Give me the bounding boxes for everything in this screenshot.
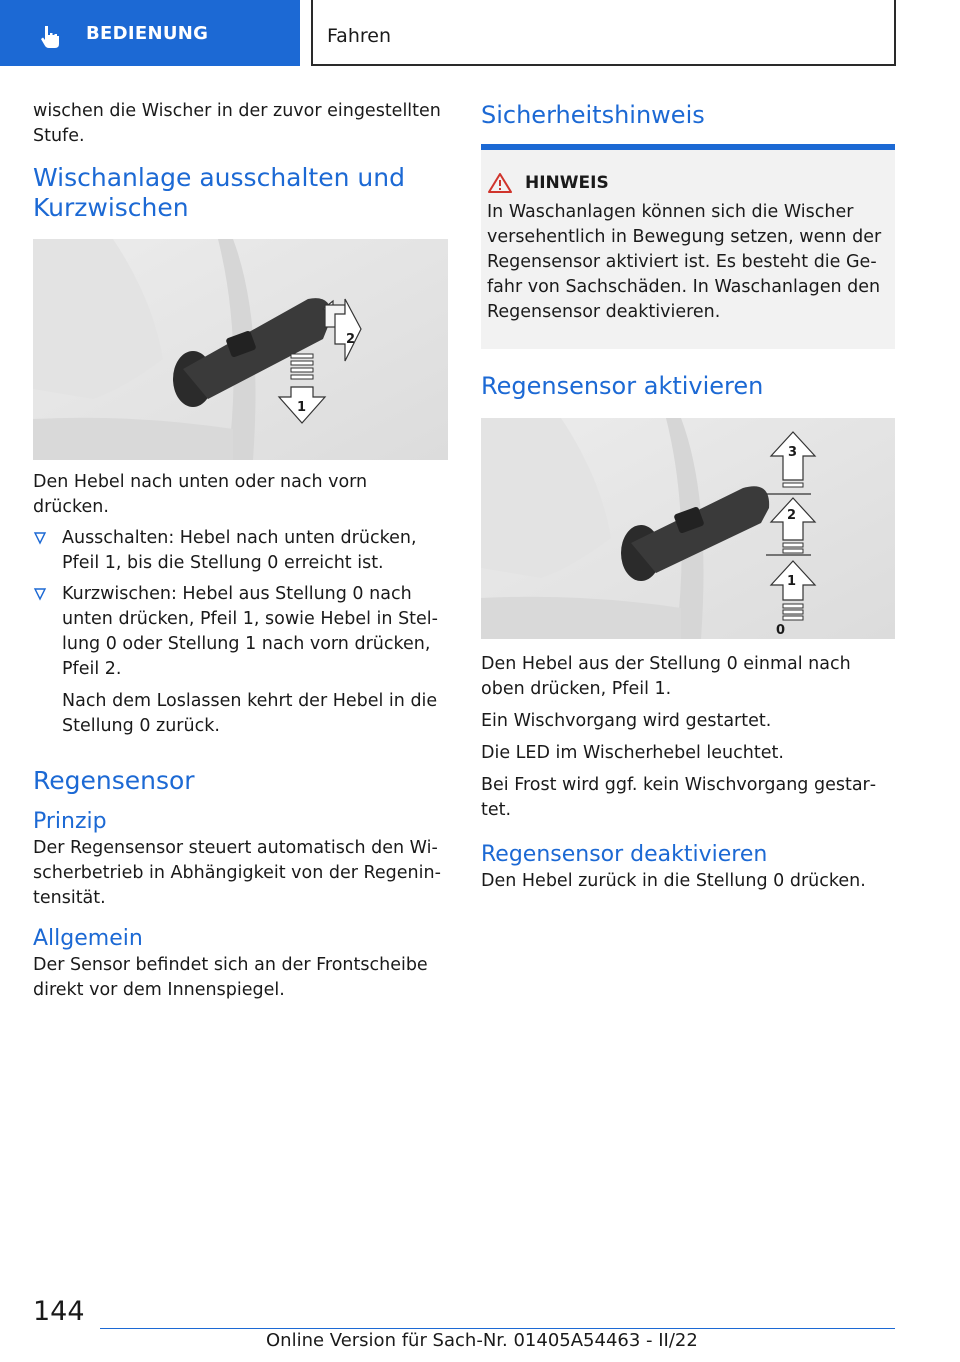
heading-activate: Regensensor aktivieren xyxy=(481,372,764,400)
list-bullet-triangle-icon xyxy=(33,587,47,601)
heading-wash-system: Wischanlage ausschalten und Kurzwischen xyxy=(33,163,405,222)
section-label: BEDIENUNG xyxy=(86,23,209,44)
notice-header xyxy=(487,172,887,194)
list-item-text: Kurzwischen: Hebel aus Stellung 0 nach unten drücken, Pfeil 1, sowie Hebel in Stellung 0 oder Stellung 1 nach vorn drücken, Pfeil 2. xyxy=(62,584,438,679)
wiper-lever-figure-2 xyxy=(481,418,895,639)
intro-text: wischen die Wischer in der zuvor eingestellten Stufe. xyxy=(33,101,441,146)
online-version-link[interactable]: Online Version für Sach-Nr. 01405A54463 - II/22 xyxy=(266,1330,698,1351)
wiper-lever-figure-1 xyxy=(33,239,448,460)
svg-text:0: 0 xyxy=(776,623,786,638)
hand-pointer-icon xyxy=(38,24,64,50)
activate-step-2: Ein Wischvorgang wird gestartet. xyxy=(481,711,772,731)
wiper-lever-illustration xyxy=(33,239,448,460)
heading-principle: Prinzip xyxy=(33,809,107,834)
list-bullet-triangle-icon xyxy=(33,531,47,545)
bullet-note: Nach dem Loslassen kehrt der Hebel in die Stellung 0 zurück. xyxy=(62,691,438,736)
notice-text: In Waschanlagen können sich die Wischer versehentlich in Bewegung setzen, wenn der Regensensor aktiviert ist. Es besteht die Gefahr von Sachschäden. In Waschanlagen den Regensensor deaktivieren. xyxy=(487,202,882,322)
left-column xyxy=(33,96,448,1003)
activate-step-3: Die LED im Wischerhebel leuchtet. xyxy=(481,743,784,763)
notice-title: HINWEIS xyxy=(525,173,609,193)
list-item xyxy=(33,582,448,682)
bullet-list xyxy=(33,526,448,682)
page-number: 144 xyxy=(33,1296,85,1327)
svg-text:3: 3 xyxy=(788,445,798,460)
heading-deactivate: Regensensor deaktivieren xyxy=(481,842,768,867)
chapter-title: Fahren xyxy=(327,25,391,47)
svg-text:2: 2 xyxy=(346,332,356,347)
section-tab xyxy=(0,0,300,66)
general-text: Der Sensor befindet sich an der Frontscheibe direkt vor dem Innenspiegel. xyxy=(33,955,428,1000)
activate-step-4: Bei Frost wird ggf. kein Wischvorgang gestartet. xyxy=(481,775,877,820)
warning-triangle-icon xyxy=(487,172,513,194)
figure-1-caption: Den Hebel nach unten oder nach vorn drücken. xyxy=(33,472,368,517)
list-item xyxy=(33,526,448,576)
heading-safety: Sicherheitshinweis xyxy=(481,101,705,129)
footer-rule xyxy=(100,1328,895,1329)
svg-text:2: 2 xyxy=(787,508,797,523)
heading-general: Allgemein xyxy=(33,926,143,951)
heading-rain-sensor: Regensensor xyxy=(33,766,195,795)
chapter-header xyxy=(311,0,896,66)
svg-text:1: 1 xyxy=(297,400,307,415)
list-item-text: Ausschalten: Hebel nach unten drücken, Pfeil 1, bis die Stellung 0 erreicht ist. xyxy=(62,528,417,573)
activate-step-1: Den Hebel aus der Stellung 0 einmal nach oben drücken, Pfeil 1. xyxy=(481,654,851,699)
deactivate-text: Den Hebel zurück in die Stellung 0 drücken. xyxy=(481,871,866,891)
wiper-lever-illustration xyxy=(481,418,895,639)
notice-box xyxy=(481,150,895,349)
principle-text: Der Regensensor steuert automatisch den Wischerbetrieb in Abhängigkeit von der Regenintensität. xyxy=(33,838,441,908)
svg-text:1: 1 xyxy=(787,574,797,589)
right-column xyxy=(481,96,895,894)
